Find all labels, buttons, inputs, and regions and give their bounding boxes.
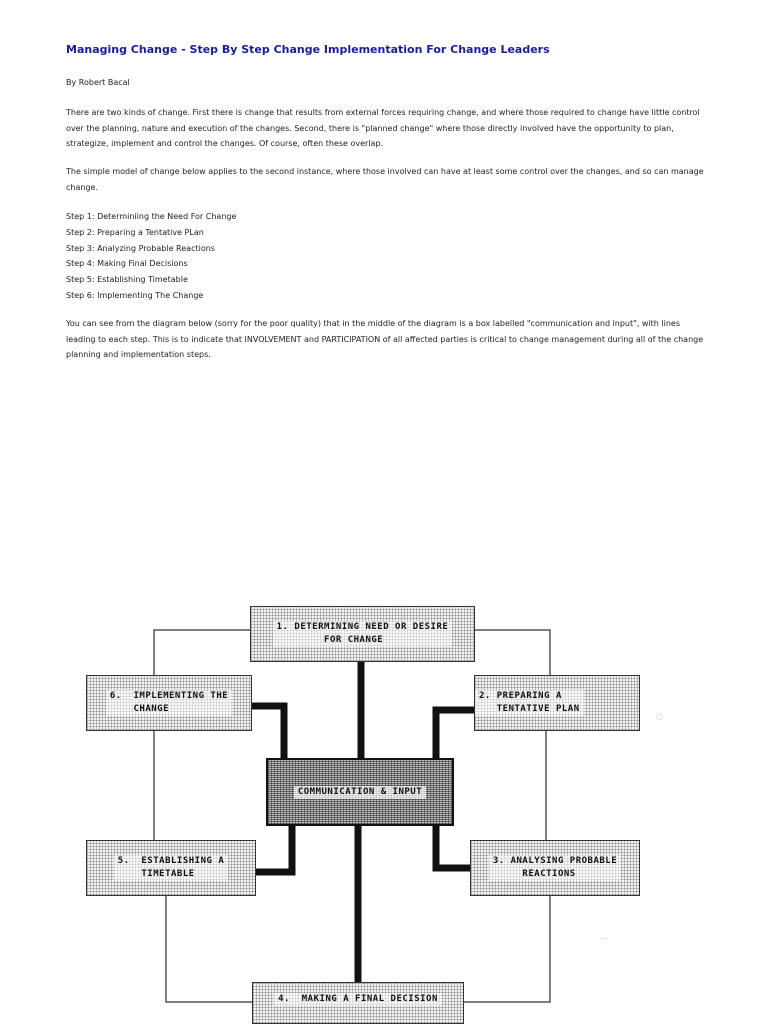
step-item: Step 6: Implementing The Change xyxy=(66,290,204,300)
step-5-box xyxy=(86,840,256,896)
ring-line-1-2 xyxy=(475,630,550,675)
connector-center-step2 xyxy=(436,710,474,758)
communication-input-label: COMMUNICATION & INPUT xyxy=(294,786,426,799)
change-model-diagram xyxy=(0,560,768,1024)
step-6-box xyxy=(86,675,252,731)
step-3-box xyxy=(470,840,640,896)
diagram-explanation-paragraph: You can see from the diagram below (sorry for the poor quality) that in the middle of the diagram is a box labelled "communication and input", with lines leading to each step. This is to indicate that INVOLVEMENT and PARTICIPATION of all affected parties is critical to change management during all of the change planning and implementation steps. xyxy=(66,319,704,360)
intro-paragraph: There are two kinds of change. First there is change that results from external forces requiring change, and where those required to change have little control over the planning, nature and execution of the changes. Second, there is "planned change" where those directly involved have the opportunity to plan, strategize, implement and control the changes. Of course, often these overlap. xyxy=(66,108,700,149)
step-5-label: 5. ESTABLISHING A TIMETABLE xyxy=(114,855,229,881)
connector-center-step6 xyxy=(252,706,284,758)
step-4-label: 4. MAKING A FINAL DECISION xyxy=(274,993,442,1006)
step-2-box xyxy=(474,675,640,731)
scan-speck: … xyxy=(600,932,608,941)
step-item: Step 4: Making Final Decisions xyxy=(66,259,188,269)
step-4-box xyxy=(252,982,464,1024)
step-1-label: 1. DETERMINING NEED OR DESIRE FOR CHANGE xyxy=(273,621,453,647)
model-paragraph: The simple model of change below applies to the second instance, where those involved can have at least some control over the changes, and so can manage change. xyxy=(66,167,704,192)
step-6-label: 6. IMPLEMENTING THE CHANGE xyxy=(106,690,232,716)
step-item: Step 2: Preparing a Tentative PLan xyxy=(66,227,204,237)
ring-line-1-6 xyxy=(154,630,250,675)
step-2-label: 2. PREPARING A TENTATIVE PLAN xyxy=(475,690,584,716)
scan-speck: ○ xyxy=(656,712,663,721)
step-item: Step 5: Establishing Timetable xyxy=(66,275,188,285)
ring-line-3-4 xyxy=(464,896,550,1002)
steps-list xyxy=(66,209,236,304)
byline: By Robert Bacal xyxy=(66,78,130,87)
communication-input-box xyxy=(266,758,454,826)
step-item: Step 3: Analyzing Probable Reactions xyxy=(66,243,215,253)
connector-center-step5 xyxy=(256,826,292,872)
step-1-box xyxy=(250,606,475,662)
connector-center-step3 xyxy=(436,826,470,868)
step-3-label: 3. ANALYSING PROBABLE REACTIONS xyxy=(489,855,621,881)
ring-line-5-4 xyxy=(166,896,252,1002)
article-title: Managing Change - Step By Step Change Implementation For Change Leaders xyxy=(66,43,550,56)
step-item: Step 1: Determiniing the Need For Change xyxy=(66,212,237,221)
